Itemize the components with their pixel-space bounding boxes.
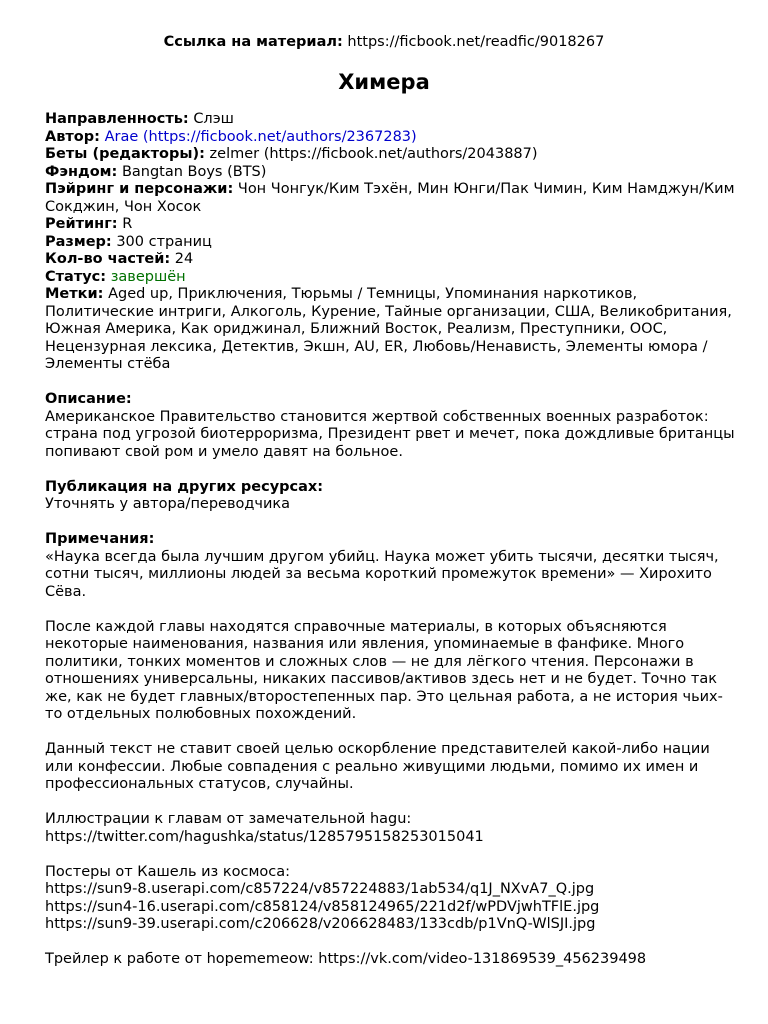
description-text: Американское Правительство становится жертвой собственных военных разработок: страна под угрозой биотерроризма, Президент рвет и мечет, пока дождливые британцы попивают свой ром и умело давят на больное. xyxy=(45,408,735,460)
pairing-value: Чон Чонгук/Ким Тэхён, Мин Юнги/Пак Чимин, Ким Намджун/Ким Сокджин, Чон Хосок xyxy=(45,181,735,215)
betas-row xyxy=(45,146,735,164)
status-value: завершён xyxy=(110,268,186,285)
spacer xyxy=(45,724,735,742)
spacer xyxy=(45,794,735,812)
tags-value: Aged up, Приключения, Тюрьмы / Темницы, Упоминания наркотиков, Политические интриги, Алкоголь, Курение, Тайные организации, США, Великобритания, Южная Америка, Как ориджинал, Ближний Восток, Реализм, Преступники, ООС, Нецензурная лексика, Детектив, Экшн, AU, ER, Любовь/Ненависть, Элементы юмора / Элементы стёба xyxy=(45,286,732,372)
trailer-line[interactable]: Трейлер к работе от hopememeow: https://vk.com/video-131869539_456239498 xyxy=(45,951,647,967)
source-label: Ссылка на материал: xyxy=(163,34,343,50)
rating-row xyxy=(45,216,735,234)
spacer xyxy=(45,374,735,392)
betas-label: Беты (редакторы): xyxy=(45,146,205,162)
pairing-label: Пэйринг и персонажи: xyxy=(45,181,234,197)
notes-paragraph-1: После каждой главы находятся справочные материалы, в которых объясняются некоторые наименования, названия или явления, упоминаемые в фанфике. Много политики, тонких моментов и сложных слов — не для лёгкого чтения. Персонажи в отношениях универсальны, никаких пассивов/активов здесь нет и не будет. Точно так же, как не будет главных/второстепенных пар. Это цельная работа, а не история чьих-то отдельных полюбовных похождений. xyxy=(45,618,723,722)
spacer xyxy=(45,461,735,479)
fandom-label: Фэндом: xyxy=(45,163,118,180)
description-heading: Описание: xyxy=(45,391,132,407)
tags-label: Метки: xyxy=(45,286,104,302)
work-content xyxy=(45,111,735,969)
size-value: 300 страниц xyxy=(116,233,212,250)
status-row xyxy=(45,269,735,287)
publication-text: Уточнять у автора/переводчика xyxy=(45,496,291,512)
fandom-value: Bangtan Boys (BTS) xyxy=(121,163,267,180)
spacer xyxy=(45,846,735,864)
rating-value: R xyxy=(122,216,133,232)
poster-url[interactable]: https://sun4-16.userapi.com/c858124/v858124965/221d2f/wPDVjwhTFlE.jpg xyxy=(45,898,600,915)
betas-value: zelmer (https://ficbook.net/authors/2043887) xyxy=(209,146,538,162)
spacer xyxy=(45,514,735,532)
size-row xyxy=(45,234,735,252)
author-row xyxy=(45,129,735,147)
tags-row xyxy=(45,286,735,374)
author-link[interactable]: Arae (https://ficbook.net/authors/2367283) xyxy=(104,128,417,145)
direction-value: Слэш xyxy=(193,111,234,127)
direction-row xyxy=(45,111,735,129)
status-label: Статус: xyxy=(45,268,107,285)
notes-heading: Примечания: xyxy=(45,531,155,547)
size-label: Размер: xyxy=(45,233,112,250)
notes-paragraph-2: Данный текст не ставит своей целью оскорбление представителей какой-либо нации или конфессии. Любые совпадения с реально живущими людьми, помимо их имен и профессиональных статусов, случайны. xyxy=(45,741,710,792)
source-url[interactable]: https://ficbook.net/readfic/9018267 xyxy=(347,34,605,50)
parts-label: Кол-во частей: xyxy=(45,251,171,267)
publication-heading: Публикация на других ресурсах: xyxy=(45,478,324,495)
direction-label: Направленность: xyxy=(45,111,189,127)
parts-value: 24 xyxy=(174,251,194,267)
pairing-row xyxy=(45,181,735,216)
posters-label: Постеры от Кашель из космоса: xyxy=(45,863,290,880)
notes-quote: «Наука всегда была лучшим другом убийц. Наука может убить тысячи, десятки тысяч, сотни тысяч, миллионы людей за весьма короткий промежуток времени» — Хирохито Сёва. xyxy=(45,548,719,600)
spacer xyxy=(45,601,735,619)
rating-label: Рейтинг: xyxy=(45,216,118,232)
parts-row xyxy=(45,251,735,269)
poster-url[interactable]: https://sun9-39.userapi.com/c206628/v206628483/133cdb/p1VnQ-WlSJI.jpg xyxy=(45,916,596,932)
poster-url[interactable]: https://sun9-8.userapi.com/c857224/v857224883/1ab534/q1J_NXvA7_Q.jpg xyxy=(45,881,595,897)
work-title: Химера xyxy=(338,70,430,94)
illustrations-label: Иллюстрации к главам от замечательной hagu: xyxy=(45,811,412,827)
illustrations-url[interactable]: https://twitter.com/hagushka/status/1285795158253015041 xyxy=(45,828,484,845)
source-link-line xyxy=(0,33,768,51)
fandom-row xyxy=(45,164,735,182)
spacer xyxy=(45,934,735,952)
author-label: Автор: xyxy=(45,128,100,145)
